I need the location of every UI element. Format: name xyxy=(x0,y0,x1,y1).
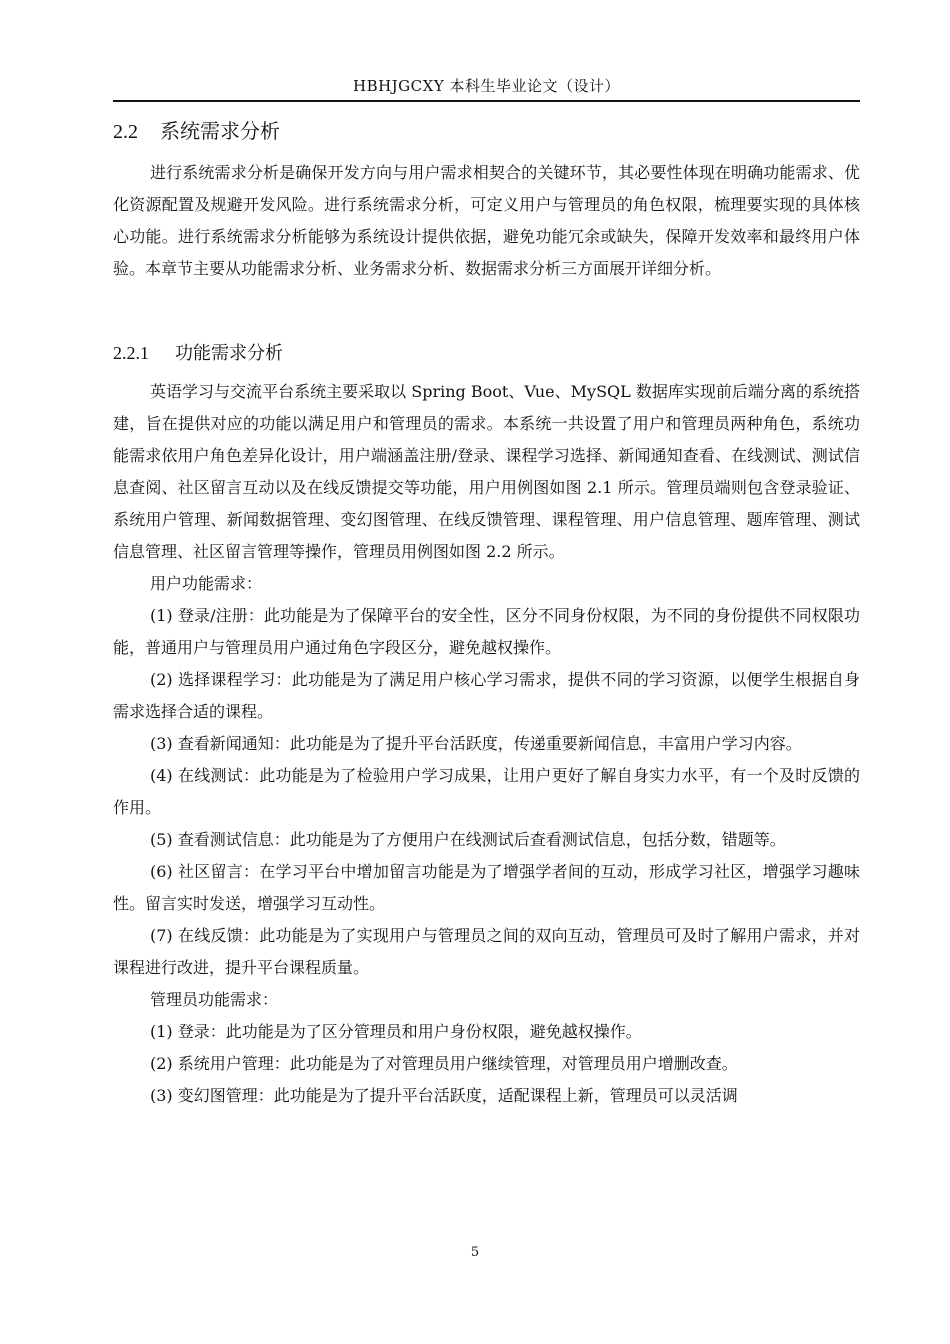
user-item: (4) 在线测试：此功能是为了检验用户学习成果，让用户更好了解自身实力水平，有一个及时反馈的作用。 xyxy=(113,766,860,817)
section-intro-block xyxy=(113,157,860,285)
subsection-intro-paragraph: 英语学习与交流平台系统主要采取以 Spring Boot、Vue、MySQL 数据库实现前后端分离的系统搭建，旨在提供对应的功能以满足用户和管理员的需求。本系统一共设置了用户和管理员两种角色，系统功能需求依用户角色差异化设计，用户端涵盖注册/登录、课程学习选择、新闻通知查看、在线测试、测试信息查阅、社区留言互动以及在线反馈提交等功能，用户用例图如图 2.1 所示。管理员端则包含登录验证、系统用户管理、新闻数据管理、变幻图管理、在线反馈管理、课程管理、用户信息管理、题库管理、测试信息管理、社区留言管理等操作，管理员用例图如图 2.2 所示。 xyxy=(113,382,860,561)
admin-item: (3) 变幻图管理：此功能是为了提升平台活跃度，适配课程上新，管理员可以灵活调 xyxy=(150,1086,738,1105)
user-item: (3) 查看新闻通知：此功能是为了提升平台活跃度，传递重要新闻信息，丰富用户学习内容。 xyxy=(150,734,802,753)
user-item: (5) 查看测试信息：此功能是为了方便用户在线测试后查看测试信息，包括分数，错题等。 xyxy=(150,830,786,849)
page-number: 5 xyxy=(470,1245,480,1260)
running-header: HBHJGCXY 本科生毕业论文（设计） xyxy=(352,77,620,95)
user-item: (7) 在线反馈：此功能是为了实现用户与管理员之间的双向互动，管理员可及时了解用户需求，并对课程进行改进，提升平台课程质量。 xyxy=(113,926,860,977)
user-requirements-heading: 用户功能需求： xyxy=(150,574,263,593)
admin-requirements-heading: 管理员功能需求： xyxy=(150,990,279,1009)
subsection-heading xyxy=(113,340,283,367)
section-title: 系统需求分析 xyxy=(160,119,280,143)
subsection-body xyxy=(113,376,860,1112)
section-number: 2.2 xyxy=(113,121,138,143)
subsection-number: 2.2.1 xyxy=(113,343,149,363)
admin-item: (2) 系统用户管理：此功能是为了对管理员用户继续管理，对管理员用户增删改查。 xyxy=(150,1054,738,1073)
section-intro-paragraph: 进行系统需求分析是确保开发方向与用户需求相契合的关键环节，其必要性体现在明确功能需求、优化资源配置及规避开发风险。进行系统需求分析，可定义用户与管理员的角色权限，梳理要实现的具体核心功能。进行系统需求分析能够为系统设计提供依据，避免功能冗余或缺失，保障开发效率和最终用户体验。本章节主要从功能需求分析、业务需求分析、数据需求分析三方面展开详细分析。 xyxy=(113,163,860,278)
user-item: (6) 社区留言：在学习平台中增加留言功能是为了增强学者间的互动，形成学习社区，增强学习趣味性。留言实时发送，增强学习互动性。 xyxy=(113,862,860,913)
admin-item: (1) 登录：此功能是为了区分管理员和用户身份权限，避免越权操作。 xyxy=(150,1022,642,1041)
header-rule xyxy=(113,100,860,102)
user-item: (1) 登录/注册：此功能是为了保障平台的安全性，区分不同身份权限，为不同的身份提供不同权限功能，普通用户与管理员用户通过角色字段区分，避免越权操作。 xyxy=(113,606,860,657)
subsection-title: 功能需求分析 xyxy=(175,343,283,364)
user-item: (2) 选择课程学习：此功能是为了满足用户核心学习需求，提供不同的学习资源，以便学生根据自身需求选择合适的课程。 xyxy=(113,670,860,721)
section-heading xyxy=(113,117,280,146)
